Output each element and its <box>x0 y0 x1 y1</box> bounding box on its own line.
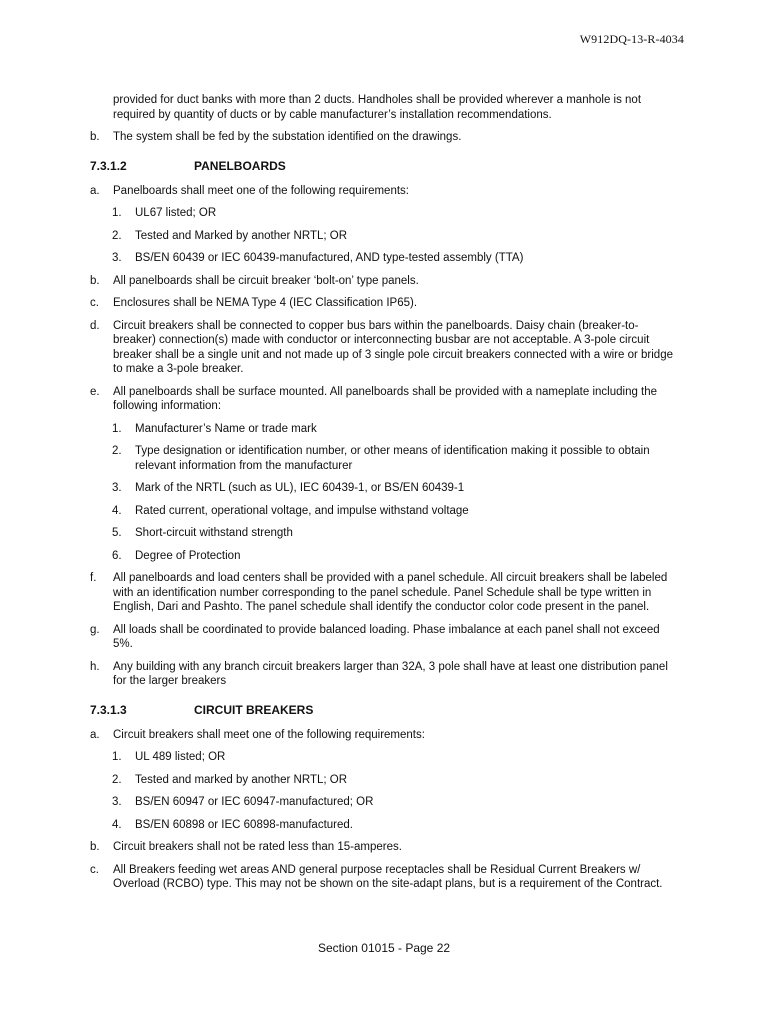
section-heading-circuit-breakers <box>90 703 680 718</box>
list-marker: a. <box>90 728 100 741</box>
sub-list-item-text: UL67 listed; OR <box>135 207 217 219</box>
list-item <box>90 130 680 145</box>
list-marker: b. <box>90 131 100 143</box>
list-item-text: Circuit breakers shall meet one of the following requirements: <box>113 728 425 741</box>
sub-list-item-text: Tested and Marked by another NRTL; OR <box>135 229 348 242</box>
sub-list-item-text: BS/EN 60439 or IEC 60439-manufactured, AND type-tested assembly (TTA) <box>135 252 524 264</box>
list-marker: b. <box>90 274 100 287</box>
list-item-text: Enclosures shall be NEMA Type 4 (IEC Classification IP65). <box>113 297 418 309</box>
list-item <box>90 623 680 652</box>
sub-list-item <box>90 444 680 473</box>
sub-list-item <box>90 526 680 541</box>
sub-list-item-text: Manufacturer’s Name or trade mark <box>135 422 317 435</box>
sub-list-item <box>90 481 680 496</box>
sub-list-item <box>90 422 680 437</box>
sub-list-item <box>90 773 680 788</box>
sub-list-item <box>90 229 680 244</box>
section-title: PANELBOARDS <box>194 158 286 173</box>
section-title: CIRCUIT BREAKERS <box>194 702 314 717</box>
sub-list-item <box>90 504 680 519</box>
list-item <box>90 863 680 892</box>
list-marker: d. <box>90 319 100 332</box>
sub-list-marker: 1. <box>112 422 122 435</box>
sub-list-item <box>90 750 680 765</box>
list-item <box>90 274 680 289</box>
sub-list-marker: 4. <box>112 818 122 831</box>
sub-list-marker: 3. <box>112 252 122 264</box>
document-number: W912DQ-13-R-4034 <box>579 32 684 46</box>
list-item <box>90 571 680 615</box>
sub-list-marker: 2. <box>112 229 122 242</box>
sub-list-item-text: BS/EN 60898 or IEC 60898-manufactured. <box>135 818 353 831</box>
list-item <box>90 319 680 377</box>
sub-list-item-text: Degree of Protection <box>135 549 241 562</box>
sub-list-item <box>90 251 680 266</box>
list-marker: b. <box>90 841 100 853</box>
sub-list-item-text: UL 489 listed; OR <box>135 751 226 763</box>
list-item-text: Any building with any branch circuit breakers larger than 32A, 3 pole shall have at least one distribution panel for the larger breakers <box>113 660 668 687</box>
list-item-text: The system shall be fed by the substation identified on the drawings. <box>113 131 462 143</box>
sub-list-marker: 5. <box>112 527 122 539</box>
paragraph-text: provided for duct banks with more than 2 ducts. Handholes shall be provided wherever a manhole is not required by quantity of ducts or by cable manufacturer’s installation recommendations. <box>113 94 642 121</box>
sub-list-marker: 3. <box>112 482 122 494</box>
section-heading-panelboards <box>90 159 680 174</box>
list-item-text: All panelboards and load centers shall be provided with a panel schedule. All circuit breakers shall be labeled with an identification number corresponding to the panel schedule. Panel Schedule shall be type written in English, Dari and Pashto. The panel schedule shall identify the conductor color code present in the panel. <box>113 572 668 613</box>
sub-list-item-text: Type designation or identification number, or other means of identification making it possible to obtain relevant information from the manufacturer <box>135 445 650 472</box>
list-item-text: Panelboards shall meet one of the following requirements: <box>113 184 409 197</box>
sub-list-item-text: BS/EN 60947 or IEC 60947-manufactured; OR <box>135 796 374 808</box>
sub-list-marker: 2. <box>112 773 122 786</box>
section-number: 7.3.1.3 <box>90 702 127 717</box>
list-item <box>90 728 680 743</box>
list-marker: e. <box>90 385 100 398</box>
list-marker: h. <box>90 660 100 673</box>
list-item <box>90 296 680 311</box>
sub-list-item-text: Rated current, operational voltage, and impulse withstand voltage <box>135 504 469 517</box>
section-number: 7.3.1.2 <box>90 158 127 173</box>
list-marker: g. <box>90 623 100 636</box>
list-marker: f. <box>90 572 97 584</box>
list-marker: c. <box>90 863 99 876</box>
sub-list-item-text: Mark of the NRTL (such as UL), IEC 60439-1, or BS/EN 60439-1 <box>135 482 465 494</box>
sub-list-marker: 6. <box>112 549 122 562</box>
page-footer: Section 01015 - Page 22 <box>317 941 451 955</box>
list-item-text: All loads shall be coordinated to provide balanced loading. Phase imbalance at each panel shall not exceed 5%. <box>113 623 660 650</box>
sub-list-item <box>90 206 680 221</box>
list-item <box>90 660 680 689</box>
list-item <box>90 184 680 199</box>
list-marker: a. <box>90 184 100 197</box>
list-item-text: Circuit breakers shall not be rated less than 15-amperes. <box>113 841 402 853</box>
list-item-text: All panelboards shall be circuit breaker ‘bolt-on’ type panels. <box>113 274 419 287</box>
sub-list-marker: 4. <box>112 504 122 517</box>
sub-list-marker: 1. <box>112 207 122 219</box>
list-item <box>90 385 680 414</box>
continuation-paragraph <box>90 93 680 122</box>
sub-list-item <box>90 795 680 810</box>
sub-list-marker: 2. <box>112 445 122 457</box>
sub-list-marker: 1. <box>112 751 122 763</box>
page-content <box>90 93 680 900</box>
sub-list-marker: 3. <box>112 796 122 808</box>
list-item-text: All Breakers feeding wet areas AND general purpose receptacles shall be Residual Current Breakers w/ Overload (RCBO) type. This may not be shown on the site-adapt plans, but is a requirement of the Contract. <box>113 863 663 890</box>
sub-list-item <box>90 818 680 833</box>
list-marker: c. <box>90 297 99 309</box>
list-item <box>90 840 680 855</box>
sub-list-item-text: Short-circuit withstand strength <box>135 527 293 539</box>
sub-list-item-text: Tested and marked by another NRTL; OR <box>135 773 348 786</box>
list-item-text: All panelboards shall be surface mounted. All panelboards shall be provided with a nameplate including the following information: <box>113 385 658 412</box>
sub-list-item <box>90 549 680 564</box>
list-item-text: Circuit breakers shall be connected to copper bus bars within the panelboards. Daisy chain (breaker-to-breaker) connection(s) made with conductor or interconnecting busbar are not acceptable. A 3-pole circuit breaker shall be a single unit and not made up of 3 single pole circuit breakers connected with a wire or bridge to make a 3-pole breaker. <box>113 319 673 375</box>
